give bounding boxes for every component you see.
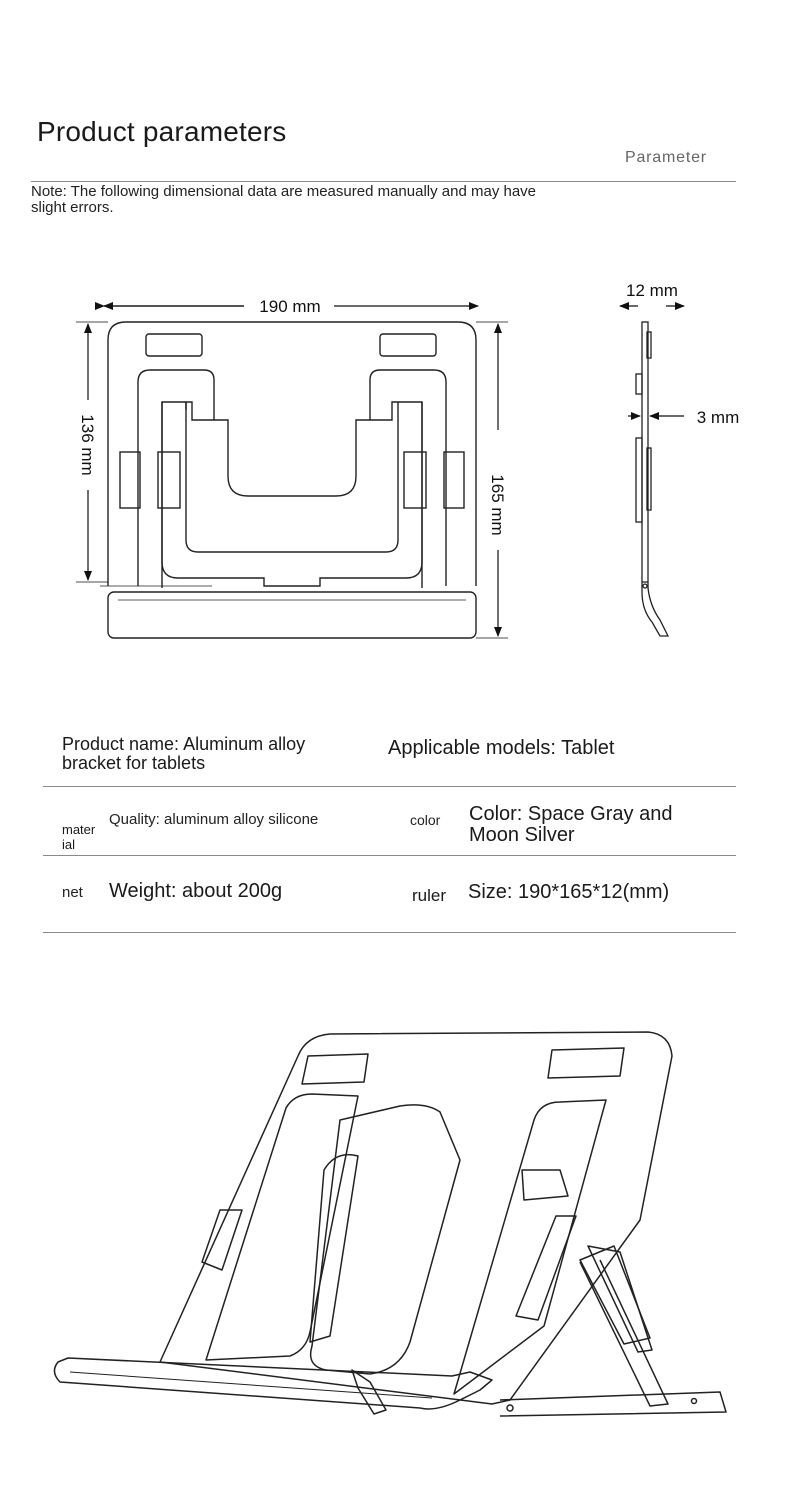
spec-color-value: Color: Space Gray and Moon Silver — [469, 803, 673, 846]
measurement-note: Note: The following dimensional data are measured manually and may have slight errors. — [31, 183, 537, 216]
page-title: Product parameters — [37, 116, 287, 147]
table-divider-3 — [43, 932, 736, 933]
spec-weight-value: Weight: about 200g — [109, 880, 283, 902]
table-divider-1 — [43, 786, 736, 787]
spec-applicable-models: Applicable models: Tablet — [388, 737, 615, 759]
spec-net-label: net — [62, 884, 83, 901]
dim-height-total-label: 165 mm — [488, 474, 507, 536]
front-view-drawing — [0, 270, 560, 660]
dim-width-label: 190 mm — [259, 297, 321, 316]
dim-height-inner-label: 136 mm — [78, 414, 97, 476]
spec-size-value: Size: 190*165*12(mm) — [468, 881, 670, 903]
dim-thickness-label: 12 mm — [626, 281, 678, 300]
spec-color-label: color — [410, 812, 441, 828]
stand-perspective-illustration — [40, 1020, 750, 1430]
spec-material-value: Quality: aluminum alloy silicone — [109, 811, 319, 828]
spec-product-name: Product name: Aluminum alloy bracket for tablets — [62, 734, 306, 773]
spec-material-label: mater ial — [62, 822, 96, 852]
header-divider — [31, 181, 736, 182]
side-view-drawing — [580, 270, 780, 660]
table-divider-2 — [43, 855, 736, 856]
section-label: Parameter — [625, 149, 707, 166]
dim-side-thickness-label: 3 mm — [696, 408, 740, 427]
spec-ruler-label: ruler — [412, 886, 447, 905]
